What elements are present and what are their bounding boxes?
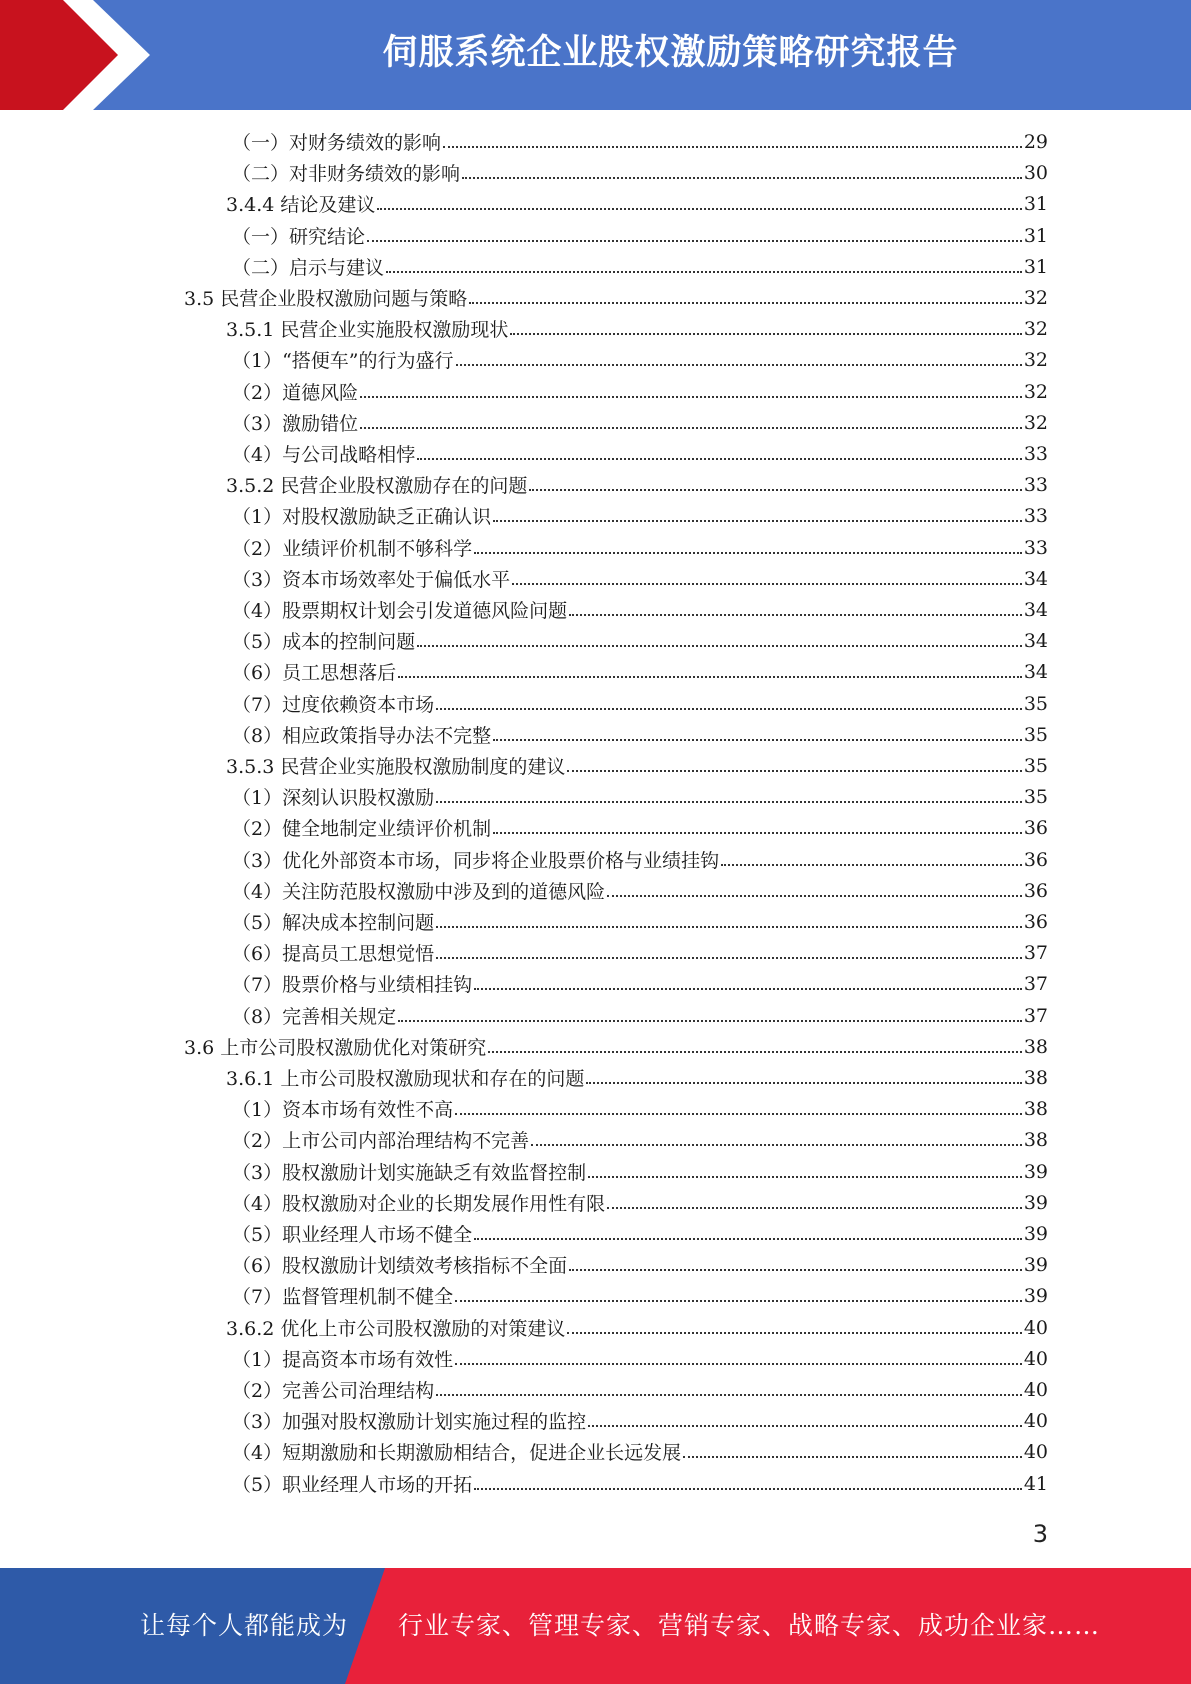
- toc-entry-page: 36: [1023, 879, 1048, 902]
- toc-entry-page: 34: [1023, 598, 1048, 621]
- toc-entry-page: 41: [1023, 1472, 1048, 1495]
- toc-entry-page: 40: [1023, 1440, 1048, 1463]
- toc-entry-title: （一）对财务绩效的影响: [232, 132, 442, 154]
- toc-entry[interactable]: [232, 220, 1048, 251]
- toc-entry-page: 33: [1023, 473, 1048, 496]
- page-number: 3: [1032, 1520, 1048, 1548]
- toc-dot-leader: [455, 1299, 1022, 1302]
- toc-entry-page: 34: [1023, 660, 1048, 683]
- toc-dot-leader: [455, 1362, 1022, 1365]
- toc-dot-leader: [531, 1143, 1022, 1146]
- toc-entry[interactable]: [226, 1312, 1048, 1343]
- toc-entry[interactable]: [226, 469, 1048, 500]
- toc-dot-leader: [512, 582, 1022, 585]
- toc-entry-title: （3）加强对股权激励计划实施过程的监控: [232, 1411, 587, 1433]
- toc-entry[interactable]: [226, 188, 1048, 219]
- toc-entry-page: 31: [1023, 192, 1048, 215]
- toc-dot-leader: [436, 707, 1022, 710]
- toc-dot-leader: [367, 239, 1022, 242]
- toc-entry-title: （1）资本市场有效性不高: [232, 1099, 454, 1121]
- toc-dot-leader: [488, 1050, 1022, 1053]
- toc-entry-page: 36: [1023, 816, 1048, 839]
- toc-entry-page: 31: [1023, 224, 1048, 247]
- toc-entry[interactable]: [232, 1343, 1048, 1374]
- toc-entry[interactable]: [232, 407, 1048, 438]
- footer-slogan-right: 行业专家、管理专家、营销专家、战略专家、成功企业家……: [398, 1611, 1101, 1640]
- toc-entry-page: 38: [1023, 1066, 1048, 1089]
- toc-entry[interactable]: [232, 438, 1048, 469]
- toc-entry-page: 40: [1023, 1409, 1048, 1432]
- toc-entry-page: 30: [1023, 161, 1048, 184]
- toc-entry[interactable]: [232, 251, 1048, 282]
- toc-entry-page: 33: [1023, 504, 1048, 527]
- toc-dot-leader: [360, 426, 1022, 429]
- toc-entry-title: （3）优化外部资本市场，同步将企业股票价格与业绩挂钩: [232, 850, 720, 872]
- toc-entry-page: 34: [1023, 567, 1048, 590]
- toc-entry-title: 3.5.1 民营企业实施股权激励现状: [226, 319, 509, 341]
- toc-entry[interactable]: [232, 937, 1048, 968]
- toc-dot-leader: [386, 270, 1022, 273]
- toc-entry[interactable]: [232, 1405, 1048, 1436]
- toc-dot-leader: [529, 488, 1021, 491]
- toc-entry-title: （5）成本的控制问题: [232, 631, 416, 653]
- toc-entry-title: （8）相应政策指导办法不完整: [232, 725, 492, 747]
- toc-entry[interactable]: [232, 1187, 1048, 1218]
- toc-dot-leader: [417, 644, 1022, 647]
- toc-entry[interactable]: [232, 532, 1048, 563]
- page-footer: [0, 1568, 1191, 1684]
- toc-dot-leader: [436, 925, 1022, 928]
- toc-entry-title: （7）监督管理机制不健全: [232, 1286, 454, 1308]
- toc-entry-page: 29: [1023, 130, 1048, 153]
- toc-entry[interactable]: [232, 1249, 1048, 1280]
- toc-entry[interactable]: [232, 1093, 1048, 1124]
- toc-entry-page: 37: [1023, 972, 1048, 995]
- toc-dot-leader: [569, 613, 1022, 616]
- toc-entry-title: （5）职业经理人市场的开拓: [232, 1474, 473, 1496]
- toc-entry[interactable]: [232, 500, 1048, 531]
- toc-entry-title: 3.6.2 优化上市公司股权激励的对策建议: [226, 1318, 566, 1340]
- toc-entry-title: （3）股权激励计划实施缺乏有效监督控制: [232, 1162, 587, 1184]
- toc-entry-title: （2）完善公司治理结构: [232, 1380, 435, 1402]
- toc-entry-title: （7）股票价格与业绩相挂钩: [232, 974, 473, 996]
- toc-dot-leader: [569, 1268, 1022, 1271]
- toc-dot-leader: [493, 831, 1022, 834]
- toc-dot-leader: [456, 363, 1022, 366]
- toc-entry-page: 36: [1023, 848, 1048, 871]
- toc-dot-leader: [586, 1081, 1021, 1084]
- toc-dot-leader: [469, 301, 1022, 304]
- toc-entry-title: （4）短期激励和长期激励相结合，促进企业长远发展: [232, 1442, 682, 1464]
- toc-entry-title: （4）关注防范股权激励中涉及到的道德风险: [232, 881, 606, 903]
- toc-entry-page: 32: [1023, 380, 1048, 403]
- toc-entry-title: （8）完善相关规定: [232, 1006, 397, 1028]
- page-header: [0, 0, 1191, 110]
- toc-entry-title: 3.6.1 上市公司股权激励现状和存在的问题: [226, 1068, 585, 1090]
- toc-entry[interactable]: [232, 812, 1048, 843]
- toc-dot-leader: [474, 1487, 1022, 1490]
- toc-entry-page: 34: [1023, 629, 1048, 652]
- toc-entry-page: 38: [1023, 1097, 1048, 1120]
- toc-entry[interactable]: [232, 844, 1048, 875]
- toc-entry-title: （6）提高员工思想觉悟: [232, 943, 435, 965]
- toc-entry-page: 37: [1023, 941, 1048, 964]
- toc-entry-page: 36: [1023, 910, 1048, 933]
- toc-dot-leader: [493, 738, 1022, 741]
- toc-entry-page: 39: [1023, 1191, 1048, 1214]
- toc-dot-leader: [455, 1112, 1022, 1115]
- toc-entry[interactable]: [232, 563, 1048, 594]
- toc-entry-page: 32: [1023, 348, 1048, 371]
- toc-entry-page: 38: [1023, 1128, 1048, 1151]
- toc-entry-title: （二）对非财务绩效的影响: [232, 163, 461, 185]
- toc-entry-page: 35: [1023, 723, 1048, 746]
- toc-entry-page: 40: [1023, 1316, 1048, 1339]
- toc-entry-title: （5）职业经理人市场不健全: [232, 1224, 473, 1246]
- toc-entry[interactable]: [232, 625, 1048, 656]
- toc-entry-page: 39: [1023, 1222, 1048, 1245]
- toc-entry[interactable]: [232, 1468, 1048, 1499]
- toc-dot-leader: [510, 332, 1021, 335]
- toc-entry[interactable]: [232, 656, 1048, 687]
- toc-dot-leader: [474, 1237, 1022, 1240]
- toc-entry[interactable]: [232, 1218, 1048, 1249]
- toc-dot-leader: [721, 863, 1022, 866]
- toc-entry-page: 32: [1023, 317, 1048, 340]
- toc-entry-page: 35: [1023, 692, 1048, 715]
- toc-entry[interactable]: [232, 781, 1048, 812]
- toc-dot-leader: [398, 675, 1022, 678]
- toc-entry-title: （6）股权激励计划绩效考核指标不全面: [232, 1255, 568, 1277]
- toc-entry-page: 38: [1023, 1035, 1048, 1058]
- toc-entry-title: （1）对股权激励缺乏正确认识: [232, 506, 492, 528]
- toc-entry[interactable]: [232, 688, 1048, 719]
- toc-entry-title: （3）激励错位: [232, 413, 359, 435]
- toc-entry[interactable]: [226, 313, 1048, 344]
- toc-dot-leader: [588, 1175, 1022, 1178]
- toc-entry[interactable]: [184, 1031, 1048, 1062]
- toc-entry[interactable]: [226, 750, 1048, 781]
- toc-entry[interactable]: [232, 157, 1048, 188]
- toc-entry-title: （1）“搭便车”的行为盛行: [232, 350, 454, 372]
- toc-entry-title: （4）股票期权计划会引发道德风险问题: [232, 600, 568, 622]
- toc-entry-title: （1）深刻认识股权激励: [232, 787, 435, 809]
- toc-entry-title: （2）上市公司内部治理结构不完善: [232, 1130, 530, 1152]
- toc-dot-leader: [443, 145, 1022, 148]
- toc-entry[interactable]: [232, 1436, 1048, 1467]
- toc-entry[interactable]: [232, 126, 1048, 157]
- toc-entry[interactable]: [226, 1062, 1048, 1093]
- toc-entry-title: （5）解决成本控制问题: [232, 912, 435, 934]
- toc-dot-leader: [567, 1331, 1021, 1334]
- toc-entry[interactable]: [232, 344, 1048, 375]
- toc-entry-page: 39: [1023, 1284, 1048, 1307]
- toc-entry[interactable]: [232, 719, 1048, 750]
- toc-entry-title: （3）资本市场效率处于偏低水平: [232, 569, 511, 591]
- toc-dot-leader: [567, 769, 1021, 772]
- toc-entry-page: 39: [1023, 1160, 1048, 1183]
- footer-slogan-left: 让每个人都能成为: [140, 1611, 349, 1640]
- toc-entry-title: （1）提高资本市场有效性: [232, 1349, 454, 1371]
- toc-dot-leader: [607, 1206, 1022, 1209]
- toc-entry-title: （4）与公司战略相悖: [232, 444, 416, 466]
- toc-dot-leader: [474, 987, 1022, 990]
- toc-entry[interactable]: [232, 1000, 1048, 1031]
- toc-entry-title: （7）过度依赖资本市场: [232, 694, 435, 716]
- toc-entry-title: 3.6 上市公司股权激励优化对策研究: [184, 1037, 487, 1059]
- toc-dot-leader: [436, 800, 1022, 803]
- toc-entry[interactable]: [232, 1124, 1048, 1155]
- toc-entry-page: 31: [1023, 255, 1048, 278]
- toc-entry[interactable]: [232, 875, 1048, 906]
- toc-entry-title: （2）道德风险: [232, 382, 359, 404]
- toc-entry-page: 37: [1023, 1004, 1048, 1027]
- toc-entry[interactable]: [232, 906, 1048, 937]
- toc-entry-page: 33: [1023, 442, 1048, 465]
- toc-dot-leader: [474, 551, 1022, 554]
- toc-entry[interactable]: [232, 1156, 1048, 1187]
- toc-entry-title: （二）启示与建议: [232, 257, 385, 279]
- toc-entry[interactable]: [232, 1280, 1048, 1311]
- toc-entry-title: （6）员工思想落后: [232, 662, 397, 684]
- toc-dot-leader: [417, 457, 1022, 460]
- toc-entry-page: 32: [1023, 411, 1048, 434]
- toc-entry-page: 35: [1023, 785, 1048, 808]
- toc-entry[interactable]: [184, 282, 1048, 313]
- toc-dot-leader: [436, 1393, 1022, 1396]
- report-title: 伺服系统企业股权激励策略研究报告: [382, 33, 959, 73]
- toc-entry-page: 40: [1023, 1347, 1048, 1370]
- toc-entry-title: 3.5.2 民营企业股权激励存在的问题: [226, 475, 528, 497]
- toc-dot-leader: [588, 1424, 1022, 1427]
- toc-entry-title: 3.5 民营企业股权激励问题与策略: [184, 288, 468, 310]
- toc-dot-leader: [493, 519, 1022, 522]
- toc-entry-page: 33: [1023, 536, 1048, 559]
- toc-entry-page: 32: [1023, 286, 1048, 309]
- toc-dot-leader: [607, 894, 1022, 897]
- toc-entry-title: （2）业绩评价机制不够科学: [232, 538, 473, 560]
- toc-entry-title: （4）股权激励对企业的长期发展作用性有限: [232, 1193, 606, 1215]
- toc-entry[interactable]: [232, 376, 1048, 407]
- toc-entry-page: 35: [1023, 754, 1048, 777]
- toc-entry-title: （2）健全地制定业绩评价机制: [232, 818, 492, 840]
- toc-entry[interactable]: [232, 1374, 1048, 1405]
- toc-entry-title: （一）研究结论: [232, 226, 366, 248]
- toc-entry-title: 3.5.3 民营企业实施股权激励制度的建议: [226, 756, 566, 778]
- toc-entry-page: 40: [1023, 1378, 1048, 1401]
- toc-dot-leader: [683, 1455, 1022, 1458]
- toc-dot-leader: [436, 956, 1022, 959]
- toc-dot-leader: [398, 1019, 1022, 1022]
- toc-entry[interactable]: [232, 968, 1048, 999]
- toc-entry-page: 39: [1023, 1253, 1048, 1276]
- toc-entry-title: 3.4.4 结论及建议: [226, 194, 376, 216]
- toc-dot-leader: [377, 207, 1021, 210]
- toc-dot-leader: [360, 395, 1022, 398]
- toc-entry[interactable]: [232, 594, 1048, 625]
- toc-dot-leader: [462, 176, 1022, 179]
